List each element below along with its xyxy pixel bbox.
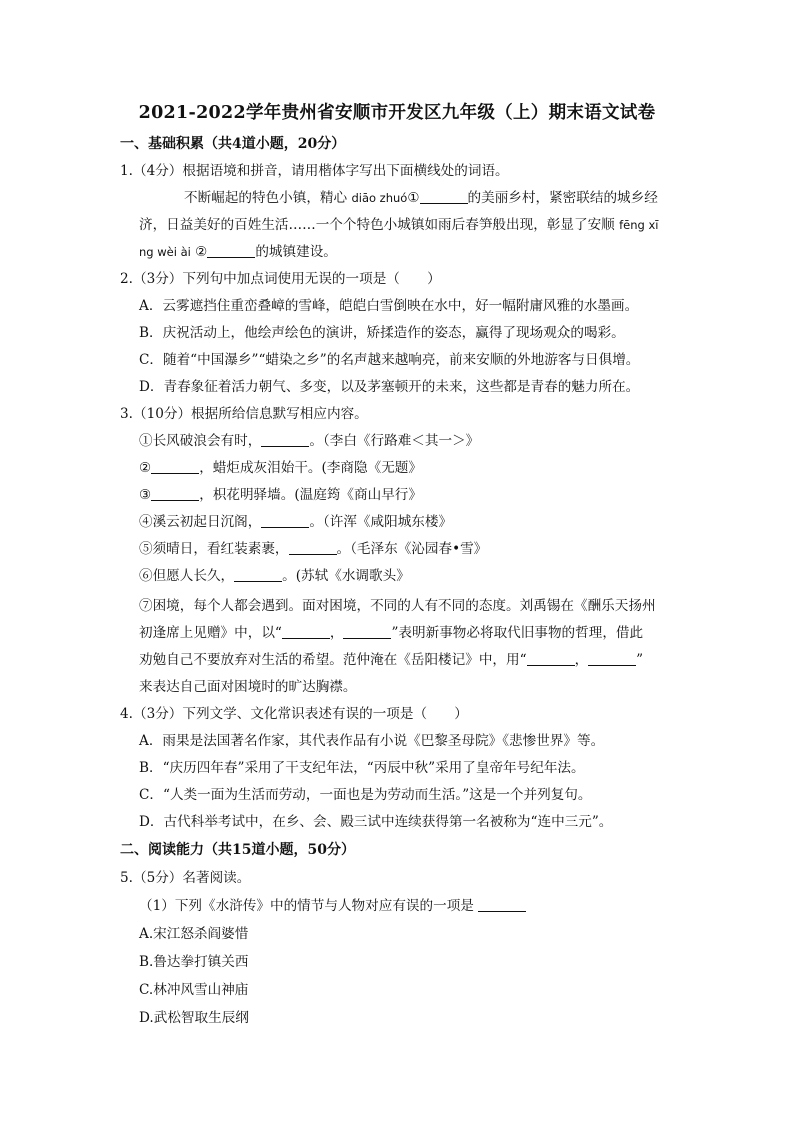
question-1-stem: 1.（4分）根据语境和拼音，请用楷体字写出下面横线处的词语。: [120, 163, 509, 179]
item-text: ②: [139, 460, 152, 476]
question-1-text: 的城镇建设。: [255, 244, 337, 260]
question-3-item-7-line-2: [139, 623, 643, 643]
question-4-option-d: D．古代科举考试中，在乡、会、殿三试中连续获得第一名被称为“连中三元”。: [139, 814, 613, 830]
question-5-sub-1: [139, 896, 526, 916]
question-5-option-d: D.武松智取生辰纲: [139, 1010, 249, 1026]
item-text: ，: [574, 652, 589, 668]
question-2-option-c: C．随着“中国瀑乡”“蜡染之乡”的名声越来越响亮，前来安顺的外地游客与日俱增。: [139, 352, 640, 368]
question-1-text: 济，日益美好的百姓生活……一个个特色小城镇如雨后春笋般出现，彰显了安顺: [139, 217, 615, 233]
item-text: ”: [636, 652, 644, 668]
item-text: ，蜡炬成灰泪始干。(李商隐《无题》: [199, 460, 422, 476]
question-4-option-c: C．“人类一面为生活而劳动，一面也是为劳动而生活。”这是一个并列复句。: [139, 787, 592, 803]
answer-blank[interactable]: [343, 624, 391, 639]
answer-blank[interactable]: [151, 459, 199, 474]
question-2-stem: 2.（3分）下列句中加点词使用无误的一项是（ ）: [120, 271, 441, 287]
pinyin-weiai-part: ng wèi ài: [139, 245, 191, 259]
question-5-option-b: B.鲁达拳打镇关西: [139, 954, 249, 970]
item-text: 。（毛泽东《沁园春•雪》: [336, 541, 488, 557]
pinyin-diaozhuo: diāo zhuó: [351, 191, 408, 205]
question-3-item-7-line-3: [139, 650, 643, 670]
item-text: 。（李白《行路难＜其一＞》: [309, 433, 480, 449]
item-text: ④溪云初起日沉阁，: [139, 514, 262, 530]
answer-blank[interactable]: [234, 567, 282, 582]
item-text: 。（许浑《咸阳城东楼》: [309, 514, 453, 530]
item-text: 。(苏轼《水调歌头》: [282, 568, 410, 584]
answer-blank[interactable]: [588, 651, 636, 666]
answer-blank-2[interactable]: [207, 243, 255, 258]
item-text: 初逢席上见赠》中，以“: [139, 625, 282, 641]
answer-blank[interactable]: [282, 624, 330, 639]
question-1-line-1: [184, 188, 658, 208]
item-text: 劝勉自己不要放弃对生活的希望。范仲淹在《岳阳楼记》中，用“: [139, 652, 527, 668]
item-text: ③: [139, 487, 152, 503]
question-1-line-2: [139, 215, 658, 235]
answer-blank[interactable]: [527, 651, 575, 666]
item-text: ，: [329, 625, 344, 641]
question-3-item-3: [139, 485, 422, 505]
answer-blank[interactable]: [261, 432, 309, 447]
blank-marker-1: ①: [407, 190, 420, 206]
question-1-text: 的美丽乡村，紧密联结的城乡经: [467, 190, 658, 206]
question-4-stem: 4.（3分）下列文学、文化常识表述有误的一项是（ ）: [120, 706, 468, 722]
question-1-line-3: [139, 242, 337, 262]
answer-blank[interactable]: [478, 897, 526, 912]
item-text: （1）下列《水浒传》中的情节与人物对应有误的一项是: [139, 898, 474, 914]
question-2-option-b: B．庆祝活动上，他绘声绘色的演讲，矫揉造作的姿态，赢得了现场观众的喝彩。: [139, 325, 625, 341]
answer-blank-1[interactable]: [420, 189, 468, 204]
answer-blank[interactable]: [151, 486, 199, 501]
question-3-item-7-line-1: ⑦困境，每个人都会遇到。面对困境，不同的人有不同的态度。刘禹锡在《酬乐天扬州: [139, 598, 656, 614]
question-5-option-c: C.林冲风雪山神庙: [139, 982, 249, 998]
question-4-option-a: A．雨果是法国著名作家，其代表作品有小说《巴黎圣母院》《悲惨世界》等。: [139, 733, 605, 749]
section-heading-reading: 二、阅读能力（共15道小题，50分）: [120, 842, 355, 858]
item-text: ⑥但愿人长久，: [139, 568, 235, 584]
question-3-stem: 3.（10分）根据所给信息默写相应内容。: [120, 406, 368, 422]
question-3-item-2: [139, 458, 422, 478]
pinyin-fengxing-part: fēng xī: [619, 218, 659, 232]
item-text: ⑤须晴日，看红装素裹，: [139, 541, 289, 557]
item-text: ，枳花明驿墙。(温庭筠《商山早行》: [199, 487, 422, 503]
exam-title: 2021-2022学年贵州省安顺市开发区九年级（上）期末语文试卷: [138, 103, 656, 123]
question-3-item-5: [139, 539, 487, 559]
question-4-option-b: B．“庆历四年春”采用了干支纪年法，“丙辰中秋”采用了皇帝年号纪年法。: [139, 760, 585, 776]
question-3-item-4: [139, 512, 452, 532]
question-3-item-6: [139, 566, 410, 586]
question-2-option-a: A．云雾遮挡住重峦叠嶂的雪峰，皑皑白雪倒映在水中，好一幅附庸风雅的水墨画。: [139, 298, 639, 314]
question-3-item-7-line-4: 来表达自己面对困境时的旷达胸襟。: [139, 679, 357, 695]
answer-blank[interactable]: [261, 513, 309, 528]
answer-blank[interactable]: [289, 540, 337, 555]
question-3-item-1: [139, 431, 479, 451]
question-5-option-a: A.宋江怒杀阎婆惜: [139, 926, 249, 942]
question-2-option-d: D．青春象征着活力朝气、多变，以及茅塞顿开的未来，这些都是青春的魅力所在。: [139, 379, 640, 395]
item-text: ”表明新事物必将取代旧事物的哲理，借此: [391, 625, 644, 641]
item-text: ①长风破浪会有时，: [139, 433, 262, 449]
blank-marker-2: ②: [195, 244, 208, 260]
question-5-stem: 5.（5分）名著阅读。: [120, 870, 251, 886]
question-1-text: 不断崛起的特色小镇，精心: [184, 190, 348, 206]
section-heading-basic: 一、基础积累（共4道小题，20分）: [120, 136, 346, 152]
